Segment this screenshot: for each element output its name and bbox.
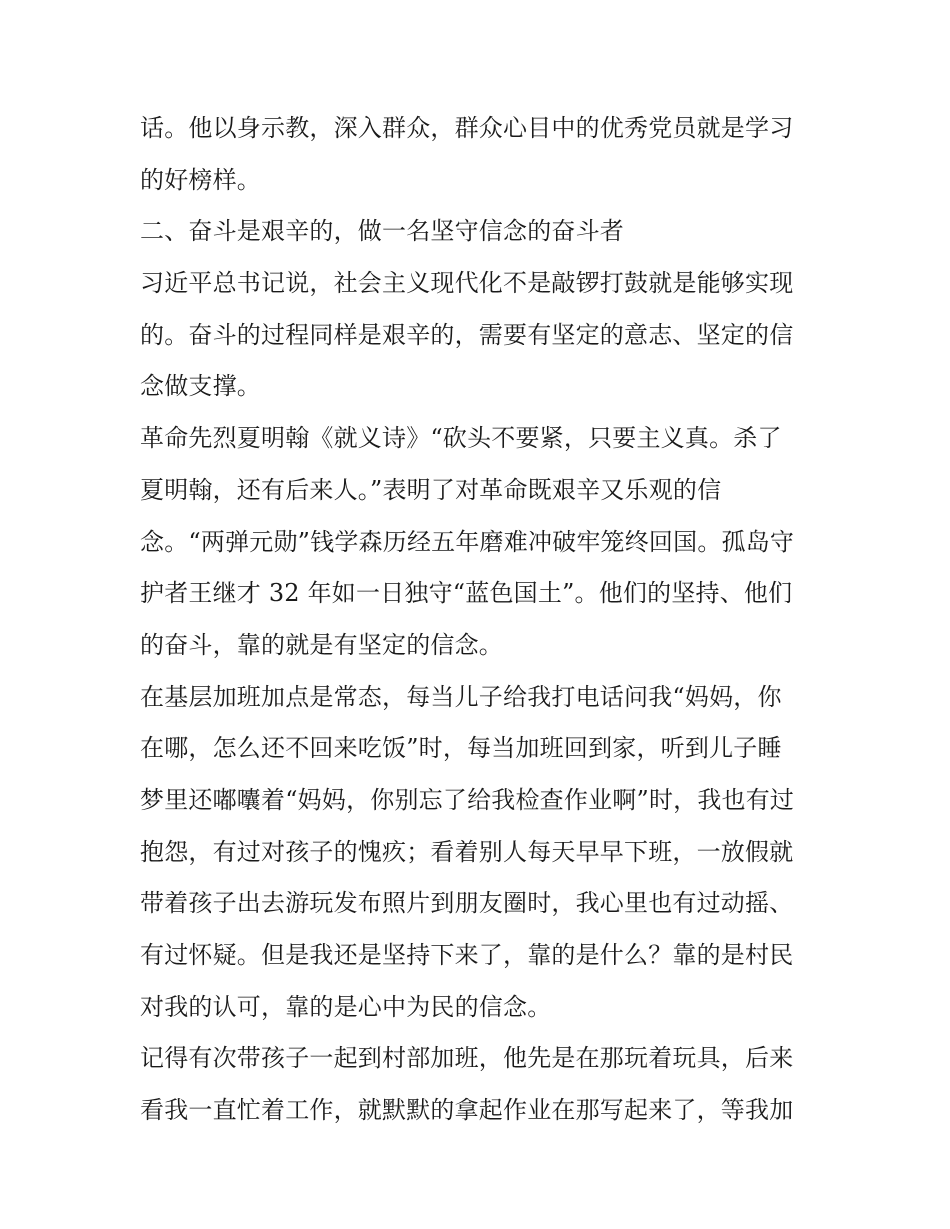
text-line: 话。他以身示教，深入群众，群众心目中的优秀党员就是学习 xyxy=(140,114,794,142)
text-line: 记得有次带孩子一起到村部加班，他先是在那玩着玩具，后来 xyxy=(140,1044,794,1073)
text-line: 对我的认可，靠的是心中为民的信念。 xyxy=(140,992,552,1021)
text-line: 带着孩子出去游玩发布照片到朋友圈时，我心里也有过动摇、 xyxy=(140,889,794,918)
text-line: 习近平总书记说，社会主义现代化不是敲锣打鼓就是能够实现 xyxy=(140,269,794,298)
text-line: 护者王继才 32 年如一日独守“蓝色国土”。他们的坚持、他们 xyxy=(140,579,793,608)
text-line: 革命先烈夏明翰《就义诗》“砍头不要紧，只要主义真。杀了 xyxy=(140,424,782,453)
section-heading: 二、奋斗是艰辛的，做一名坚守信念的奋斗者 xyxy=(140,217,624,246)
text-line: 的好榜样。 xyxy=(140,165,261,194)
text-line: 在基层加班加点是常态，每当儿子给我打电话问我“妈妈，你 xyxy=(140,682,782,711)
text-line: 有过怀疑。但是我还是坚持下来了，靠的是什么？靠的是村民 xyxy=(140,941,794,969)
text-line: 的。奋斗的过程同样是艰辛的，需要有坚定的意志、坚定的信 xyxy=(140,320,794,349)
text-line: 夏明翰，还有后来人。”表明了对革命既艰辛又乐观的信 xyxy=(140,475,722,504)
text-line: 在哪，怎么还不回来吃饭”时，每当加班回到家，听到儿子睡 xyxy=(140,734,782,763)
text-line: 念。“两弹元勋”钱学森历经五年磨难冲破牢笼终回国。孤岛守 xyxy=(140,527,795,556)
text-line: 抱怨，有过对孩子的愧疚；看着别人每天早早下班，一放假就 xyxy=(140,837,794,866)
text-line: 看我一直忙着工作，就默默的拿起作业在那写起来了，等我加 xyxy=(140,1096,794,1125)
text-line: 的奋斗，靠的就是有坚定的信念。 xyxy=(140,630,503,659)
body-text xyxy=(140,103,820,1137)
text-line: 梦里还嘟囔着“妈妈，你别忘了给我检查作业啊”时，我也有过 xyxy=(140,785,795,814)
text-line: 念做支撑。 xyxy=(140,372,261,401)
